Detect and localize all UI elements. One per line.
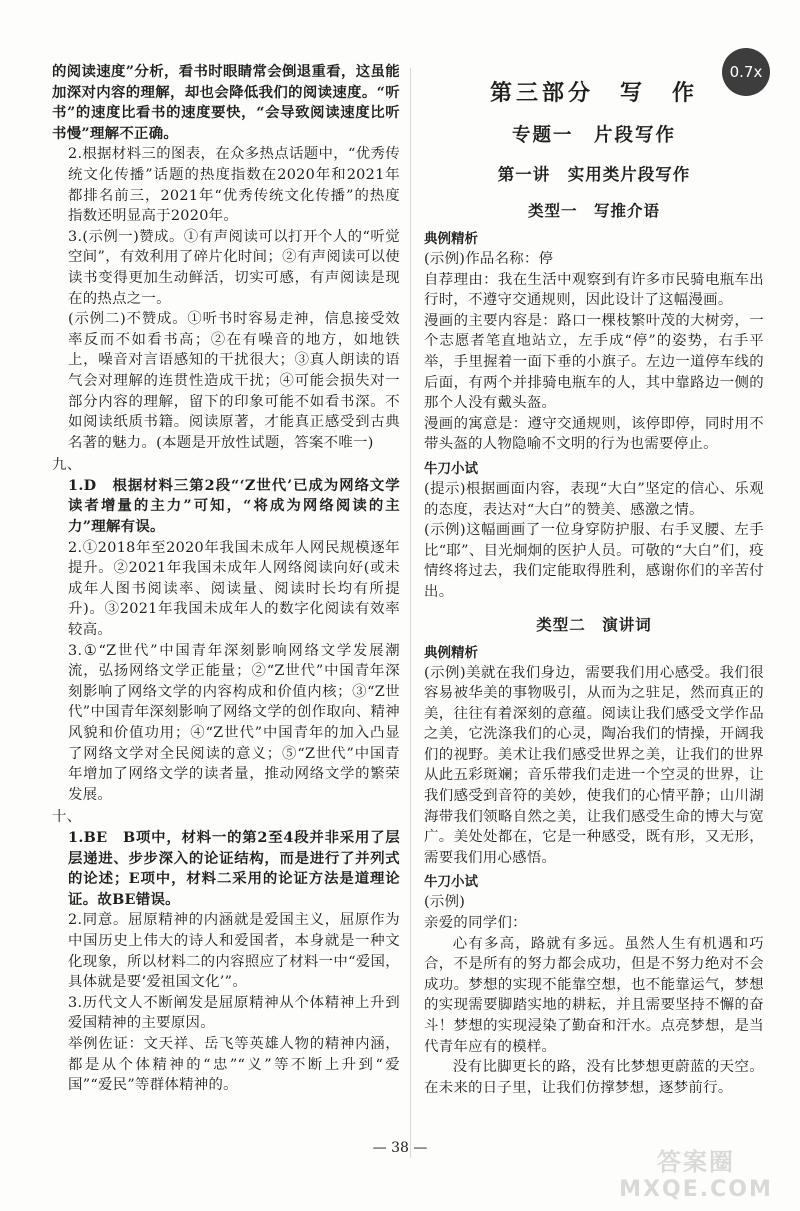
- type-2-trial-label: (示例): [424, 894, 466, 911]
- part-title: 第三部分 写 作: [489, 81, 698, 106]
- type-1-title: 类型一 写推介语: [527, 202, 660, 220]
- type-2-trial-greeting: 亲爱的同学们：: [424, 915, 527, 932]
- type-2-title: 类型二 演讲词: [536, 615, 652, 634]
- answer-9-1: 1.D 根据材料三第2段“‘Z世代’已成为网络文学读者增量的主力”可知，“将成为网络阅读的主力”理解有误。: [68, 476, 400, 536]
- answer-2: 2.根据材料三的图表，在众多热点话题中，“优秀传统文化传播”话题的热度指数在2020年和2021年都排名前三，2021年“优秀传统文化传播”的热度指数还明显高于2020年。: [68, 146, 400, 225]
- page-number: — 38 —: [372, 1140, 428, 1156]
- type-1-trial-example: (示例)这幅画画了一位身穿防护服、右手叉腰、左手比“耶”、目光炯炯的医护人员。可敬的“大白”们，疫情终将过去，我们定能取得胜利，感谢你们的辛苦付出。: [424, 522, 764, 600]
- answer-10-3: 3.历代文人不断阐发是屈原精神从个体精神上升到爱国精神的主要原因。: [68, 994, 400, 1032]
- watermark-line-1: 答案圈: [657, 1148, 735, 1176]
- section-10-heading: 十、: [52, 809, 82, 826]
- site-watermark: [596, 1148, 796, 1204]
- answer-9-2: 2.①2018年至2020年我国未成年人网民规模逐年提升。②2021年我国未成年人网络阅读向好(或未成年人图书阅读率、阅读量、阅读时长均有所提升)。③2021年我国未成年人的数字化阅读有效率较高。: [68, 539, 400, 639]
- type-1-example-reason: 自荐理由：我在生活中观察到有许多市民骑电瓶车出行时，不遵守交通规则，因此设计了这幅漫画。: [424, 271, 764, 309]
- answer-10-1: 1.BE B项中，材料一的第2至4段并非采用了层层递进、步步深入的论证结构，而是进行了并列式的论述；E项中，材料二采用的论证方法是道理论证。故BE错误。: [68, 828, 400, 908]
- answer-3-example-1: 3.(示例一)赞成。①有声阅读可以打开个人的“听觉空间”，有效利用了碎片化时间；②有声阅读可以使读书变得更加生动鲜活，切实可感，有声阅读是现在的热点之一。: [68, 228, 400, 307]
- type-1-trial-hint: (提示)根据画面内容，表现“大白”坚定的信心、乐观的态度，表达对“大白”的赞美、感激之情。: [424, 480, 764, 518]
- type-1-example-meaning: 漫画的寓意是：遵守交通规则，该停即停，同时用不带头盔的人物隐喻不文明的行为也需要停止。: [424, 415, 764, 453]
- answer-10-3-evidence: 举例佐证：文天祥、岳飞等英雄人物的精神内涵，都是从个体精神的“忠”“义”等不断上升到“爱国”“爱民”等群体精神的。: [68, 1035, 400, 1094]
- intro-paragraph: 的阅读速度”分析，看书时眼睛常会倒退重看，这虽能加深对内容的理解，却也会降低我们的阅读速度。“听书”的速度比看书的速度要快，“会导致阅读速度比听书慢”理解不正确。: [52, 63, 400, 142]
- zoom-level-badge[interactable]: 0.7x: [722, 48, 770, 96]
- type-1-example-name: (示例)作品名称：停: [424, 251, 554, 267]
- type-2-trial-body-1: 心有多高，路就有多远。虽然人生有机遇和巧合，不是所有的努力都会成功，但是不努力绝对不会成功。梦想的实现不能靠空想，也不能靠运气，梦想的实现需要脚踏实地的耕耘，并且需要坚持不懈的奋斗！梦想的实现浸染了勤奋和汗水。点亮梦想，是当代青年应有的模样。: [424, 935, 764, 1055]
- right-column: [424, 62, 764, 1098]
- section-9-heading: 九、: [52, 457, 82, 474]
- type-2-trial-heading: 牛刀小试: [424, 874, 478, 891]
- answer-3-example-2: (示例二)不赞成。①听书时容易走神，信息接受效率反而不如看书高；②在有噪音的地方，如地铁上，噪音对言语感知的干扰很大；③真人朗读的语气会对理解的连贯性造成干扰；④可能会损失对一部分内容的理解，留下的印象可能不如看书深。不如阅读纸质书籍。阅读原著，才能真正感受到古典名著的魅力。(本题是开放性试题，答案不唯一): [68, 311, 400, 451]
- type-1-example-heading: 典例精析: [424, 231, 478, 247]
- type-2-example-heading: 典例精析: [424, 644, 478, 661]
- column-divider: [410, 68, 411, 1158]
- type-1-trial-heading: 牛刀小试: [424, 460, 478, 477]
- lecture-title: 第一讲 实用类片段写作: [497, 165, 691, 184]
- left-column: [52, 62, 400, 1096]
- answer-9-3: 3.①“Z世代”中国青年深刻影响网络文学发展潮流，弘扬网络文学正能量；②“Z世代”中国青年深刻影响了网络文学的内容构成和价值内核；③“Z世代”中国青年深刻影响了网络文学的创作取向、精神风貌和价值功用；④“Z世代”中国青年的加入凸显了网络文学对全民阅读的意义；⑤“Z世代”中国青年增加了网络文学的读者量，推动网络文学的繁荣发展。: [68, 642, 400, 803]
- topic-title: 专题一 片段写作: [511, 125, 676, 146]
- watermark-line-2: MXQE.COM: [619, 1177, 773, 1202]
- type-2-example-text: (示例)美就在我们身边，需要我们用心感受。我们很容易被华美的事物吸引，从而为之驻足，然而真正的美，往往有着深刻的意蕴。阅读让我们感受文学作品之美，它洗涤我们的心灵，陶冶我们的情操，开阔我们的视野。美术让我们感受世界之美，让我们的世界从此五彩斑斓；音乐带我们走进一个空灵的世界，让我们感受到音符的美妙，使我们的心情平静；山川湖海带我们领略自然之美，让我们感受生命的博大与宽广。美处处都在，它是一种感受，既有形，又无形，需要我们用心感悟。: [424, 664, 764, 866]
- type-2-trial-body-2: 没有比脚更长的路，没有比梦想更蔚蓝的天空。在未来的日子里，让我们仿撑梦想，逐梦前行。: [424, 1059, 764, 1096]
- answer-10-2: 2.同意。屈原精神的内涵就是爱国主义，屈原作为中国历史上伟大的诗人和爱国者，本身就是一种文化现象，所以材料二的内容照应了材料一中“爱国，具体就是要‘爱祖国文化’”。: [68, 912, 400, 991]
- type-1-example-content: 漫画的主要内容是：路口一棵枝繁叶茂的大树旁，一个志愿者笔直地站立，左手成“停”的姿势，右手平举，手里握着一面下垂的小旗子。左边一道停车线的后面，有两个并排骑电瓶车的人，其中靠路边一侧的那个人没有戴头盔。: [424, 312, 764, 412]
